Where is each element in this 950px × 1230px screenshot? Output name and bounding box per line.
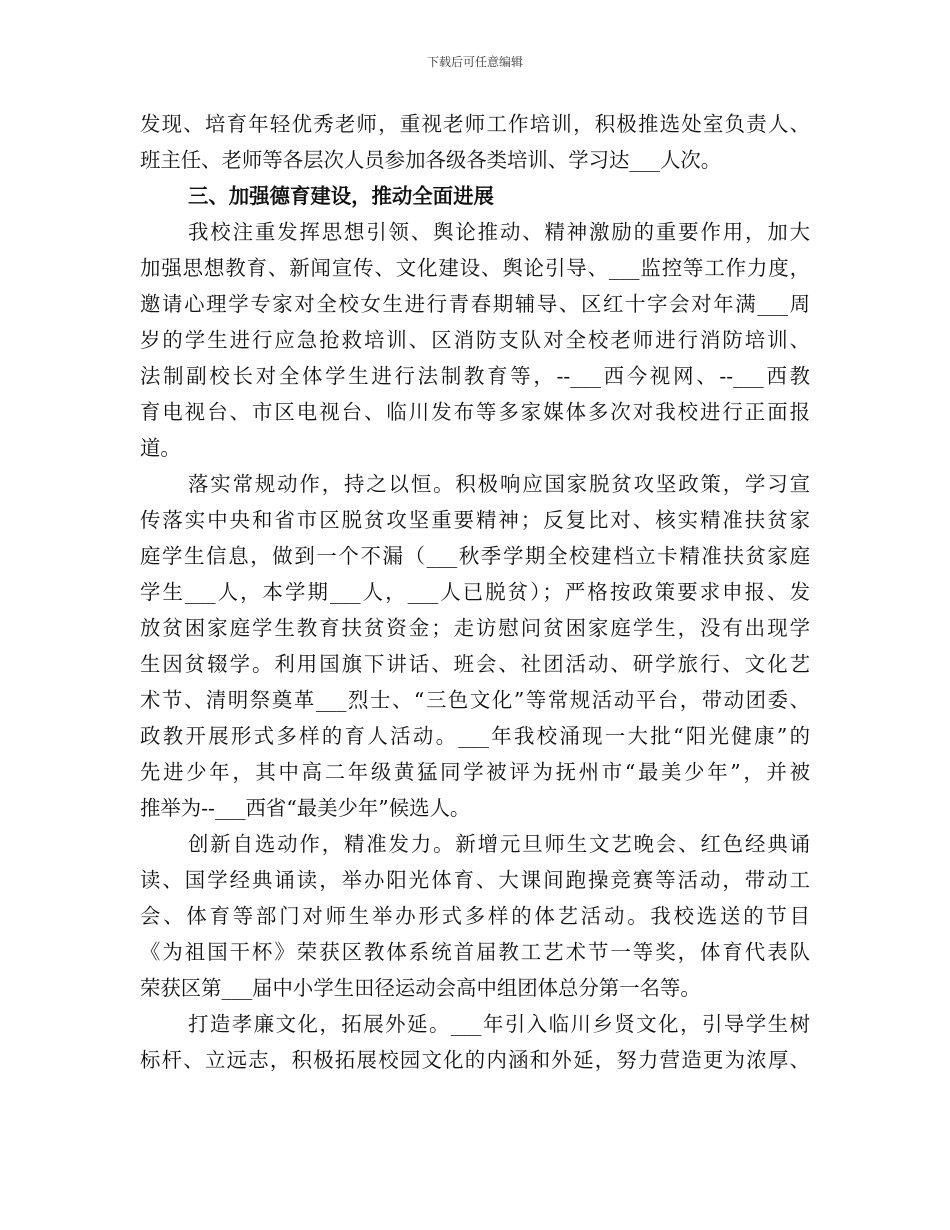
paragraph-line: 会、体育等部门对师生举办形式多样的体艺活动。我校选送的节目: [140, 904, 810, 928]
paragraph-line: 发现、培育年轻优秀老师，重视老师工作培训，积极推选处室负责人、: [140, 112, 810, 136]
paragraph-line: 学生___人，本学期___人，___人已脱贫）；严格按政策要求申报、发: [140, 580, 810, 604]
paragraph-line: 推举为--___西省“最美少年”候选人。: [140, 796, 471, 820]
paragraph-line: 生因贫辍学。利用国旗下讲话、班会、社团活动、研学旅行、文化艺: [140, 652, 810, 676]
paragraph-line: 先进少年，其中高二年级黄猛同学被评为抚州市“最美少年”，并被: [140, 760, 810, 784]
paragraph-line: 育电视台、市区电视台、临川发布等多家媒体多次对我校进行正面报: [140, 400, 810, 424]
paragraph-line: 岁的学生进行应急抢救培训、区消防支队对全校老师进行消防培训、: [140, 328, 810, 352]
paragraph-line: 班主任、老师等各层次人员参加各级各类培训、学习达___人次。: [140, 148, 722, 172]
paragraph-line: 加强思想教育、新闻宣传、文化建设、舆论引导、___监控等工作力度，: [140, 256, 810, 280]
section-heading: 三、加强德育建设，推动全面进展: [188, 184, 494, 208]
paragraph-line: 道。: [140, 436, 181, 460]
paragraph-line: 传落实中央和省市区脱贫攻坚重要精神；反复比对、核实精准扶贫家: [140, 508, 810, 532]
document-body: [140, 106, 810, 1078]
paragraph-line: 我校注重发挥思想引领、舆论推动、精神激励的重要作用，加大: [188, 220, 810, 244]
paragraph-line: 放贫困家庭学生教育扶贫资金；走访慰问贫困家庭学生，没有出现学: [140, 616, 810, 640]
paragraph-line: 庭学生信息，做到一个不漏（___秋季学期全校建档立卡精准扶贫家庭: [140, 544, 810, 568]
paragraph-line: 创新自选动作，精准发力。新增元旦师生文艺晚会、红色经典诵: [188, 832, 810, 856]
paragraph-line: 读、国学经典诵读，举办阳光体育、大课间跑操竞赛等活动，带动工: [140, 868, 810, 892]
paragraph-line: 政教开展形式多样的育人活动。___年我校涌现一大批“阳光健康”的: [140, 724, 810, 748]
paragraph-line: 打造孝廉文化，拓展外延。___年引入临川乡贤文化，引导学生树: [188, 1012, 810, 1036]
page-header: 下载后可任意编辑: [426, 55, 523, 69]
paragraph-line: 邀请心理学专家对全校女生进行青春期辅导、区红十字会对年满___周: [140, 292, 810, 316]
paragraph-line: 法制副校长对全体学生进行法制教育等，--___西今视网、--___西教: [140, 364, 810, 388]
paragraph-line: 落实常规动作，持之以恒。积极响应国家脱贫攻坚政策，学习宣: [188, 472, 810, 496]
paragraph-line: 荣获区第___届中小学生田径运动会高中组团体总分第一名等。: [140, 976, 701, 1000]
paragraph-line: 标杆、立远志，积极拓展校园文化的内涵和外延，努力营造更为浓厚、: [140, 1048, 810, 1072]
paragraph-line: 术节、清明祭奠革___烈士、“三色文化”等常规活动平台，带动团委、: [140, 688, 810, 712]
paragraph-line: 《为祖国干杯》荣获区教体系统首届教工艺术节一等奖，体育代表队: [140, 940, 810, 964]
